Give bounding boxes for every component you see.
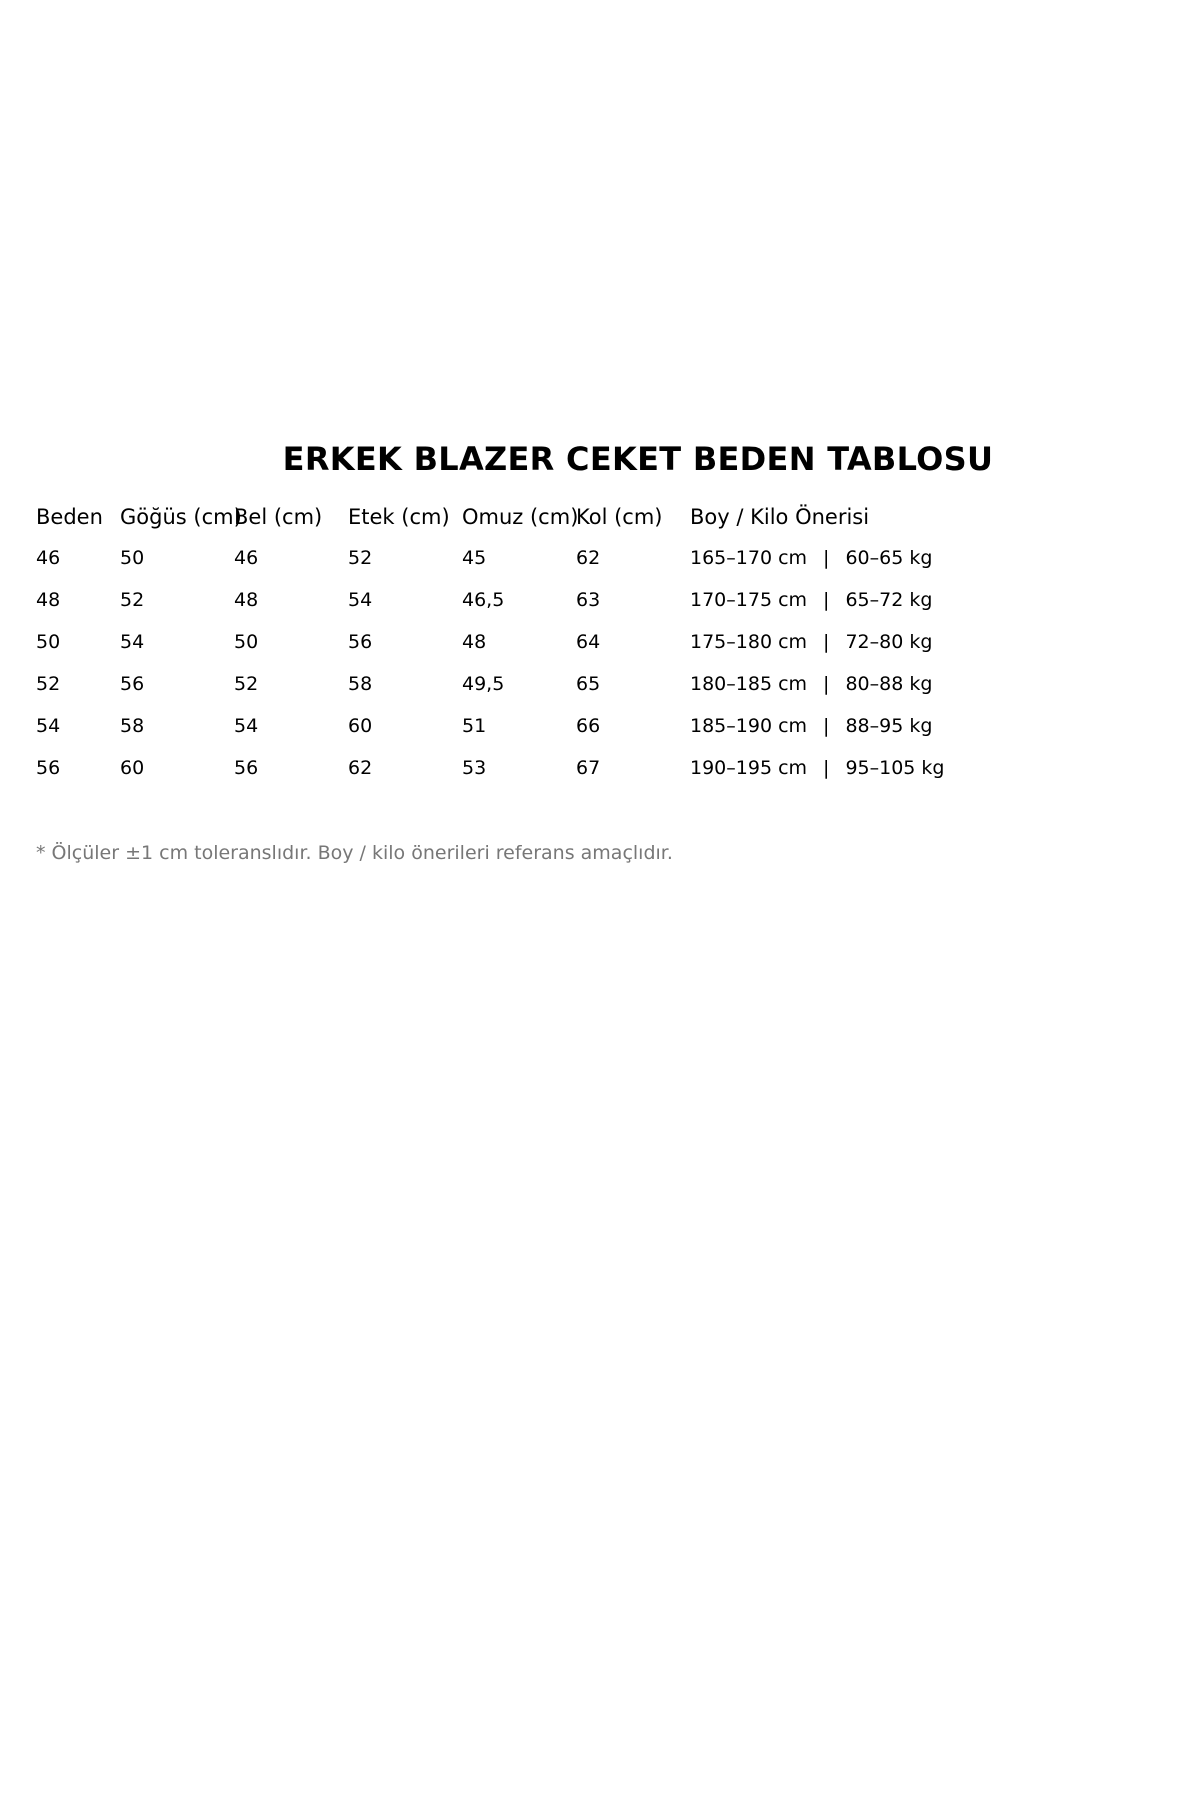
cell-beden: 46 [36,547,61,569]
boy-range: 170–175 cm [690,589,808,611]
cell-kol: 66 [576,715,601,737]
boy-range: 165–170 cm [690,547,808,569]
cell-boy-kilo [690,631,932,653]
header-boy-kilo: Boy / Kilo Önerisi [690,505,870,529]
cell-gogus: 60 [120,757,145,779]
cell-etek: 60 [348,715,373,737]
header-etek: Etek (cm) [348,505,450,529]
cell-gogus: 56 [120,673,145,695]
separator: | [823,547,830,569]
boy-range: 175–180 cm [690,631,808,653]
cell-kol: 67 [576,757,601,779]
cell-bel: 56 [234,757,259,779]
cell-boy-kilo [690,757,944,779]
header-beden: Beden [36,505,103,529]
cell-etek: 62 [348,757,373,779]
kilo-range: 80–88 kg [845,673,933,695]
page-title: ERKEK BLAZER CEKET BEDEN TABLOSU [282,440,994,478]
cell-beden: 50 [36,631,61,653]
table-row [36,673,1136,715]
separator: | [823,757,830,779]
cell-kol: 62 [576,547,601,569]
size-table [36,505,1136,799]
cell-gogus: 50 [120,547,145,569]
boy-range: 185–190 cm [690,715,808,737]
cell-boy-kilo [690,673,932,695]
table-row [36,631,1136,673]
cell-etek: 56 [348,631,373,653]
cell-beden: 52 [36,673,61,695]
cell-gogus: 58 [120,715,145,737]
table-row [36,547,1136,589]
boy-range: 190–195 cm [690,757,808,779]
header-kol: Kol (cm) [576,505,663,529]
cell-bel: 54 [234,715,259,737]
kilo-range: 88–95 kg [845,715,933,737]
table-row [36,757,1136,799]
cell-boy-kilo [690,715,932,737]
cell-boy-kilo [690,547,932,569]
cell-etek: 52 [348,547,373,569]
cell-omuz: 46,5 [462,589,505,611]
cell-omuz: 53 [462,757,487,779]
cell-omuz: 51 [462,715,487,737]
header-gogus: Göğüs (cm) [120,505,242,529]
kilo-range: 72–80 kg [845,631,933,653]
cell-beden: 56 [36,757,61,779]
cell-bel: 52 [234,673,259,695]
cell-kol: 65 [576,673,601,695]
cell-beden: 54 [36,715,61,737]
cell-kol: 64 [576,631,601,653]
table-row [36,715,1136,757]
table-header-row [36,505,1136,547]
cell-kol: 63 [576,589,601,611]
cell-omuz: 48 [462,631,487,653]
separator: | [823,673,830,695]
kilo-range: 65–72 kg [845,589,933,611]
cell-etek: 58 [348,673,373,695]
header-omuz: Omuz (cm) [462,505,579,529]
cell-omuz: 45 [462,547,487,569]
cell-gogus: 54 [120,631,145,653]
cell-boy-kilo [690,589,932,611]
cell-bel: 46 [234,547,259,569]
cell-omuz: 49,5 [462,673,505,695]
separator: | [823,715,830,737]
cell-bel: 50 [234,631,259,653]
separator: | [823,589,830,611]
cell-gogus: 52 [120,589,145,611]
cell-bel: 48 [234,589,259,611]
tolerance-note: * Ölçüler ±1 cm toleranslıdır. Boy / kilo önerileri referans amaçlıdır. [36,842,673,864]
header-bel: Bel (cm) [234,505,323,529]
cell-beden: 48 [36,589,61,611]
kilo-range: 60–65 kg [845,547,933,569]
boy-range: 180–185 cm [690,673,808,695]
table-row [36,589,1136,631]
kilo-range: 95–105 kg [845,757,945,779]
separator: | [823,631,830,653]
cell-etek: 54 [348,589,373,611]
